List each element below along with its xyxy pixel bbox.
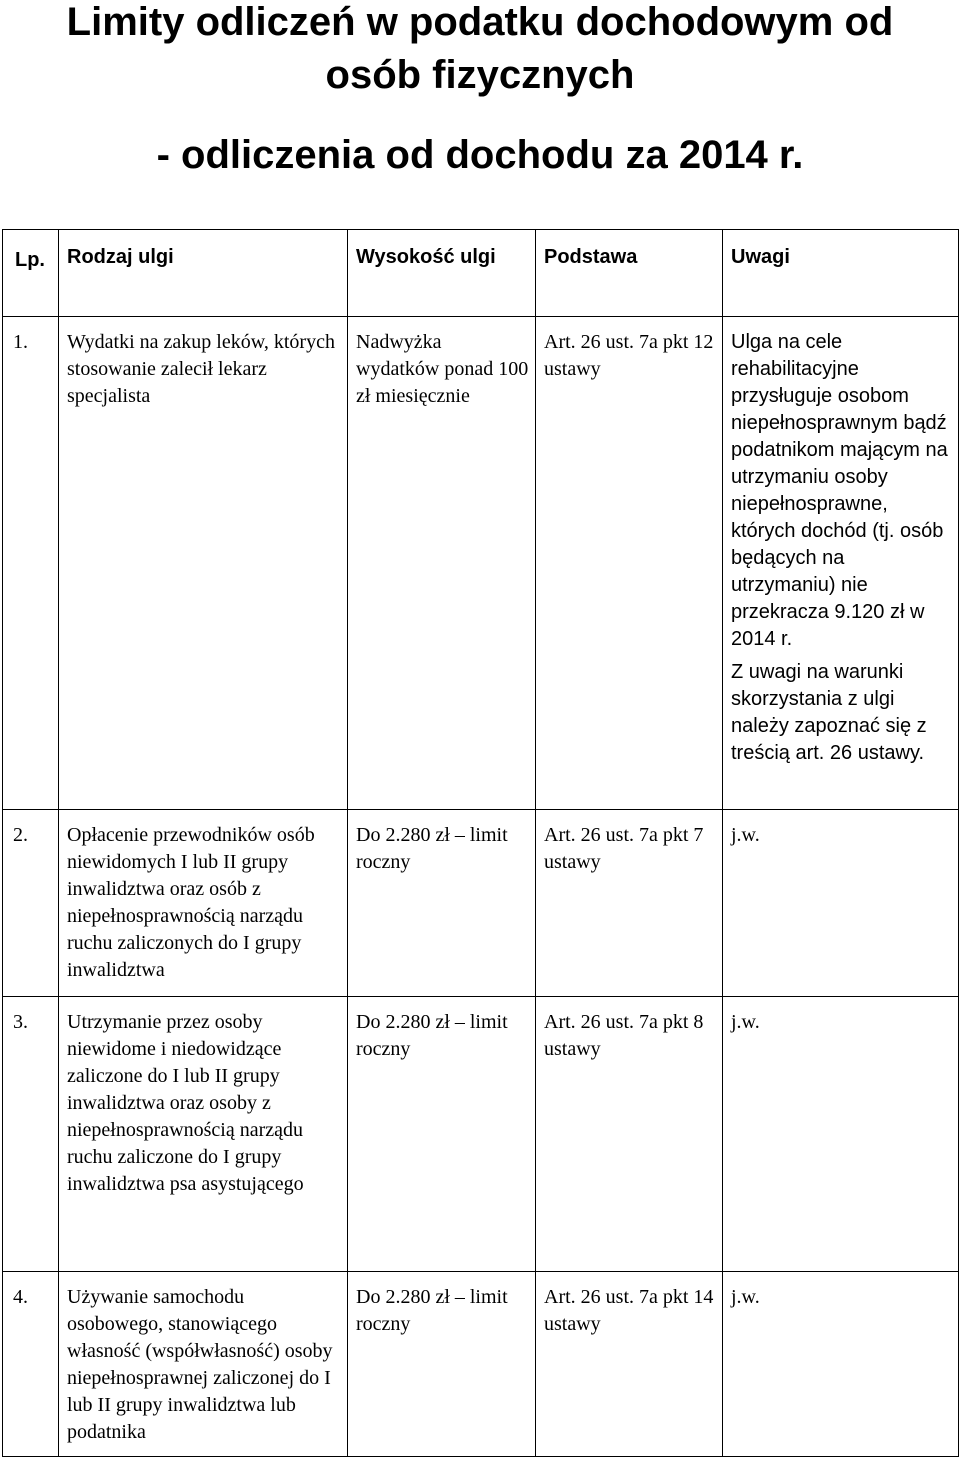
remarks: j.w.	[723, 1272, 959, 1457]
legal-basis: Art. 26 ust. 7a pkt 7 ustawy	[536, 810, 723, 997]
relief-amount: Nadwyżka wydatków ponad 100 zł miesięcznie	[348, 317, 536, 810]
header-podstawa: Podstawa	[536, 230, 723, 317]
document-title-line-1: Limity odliczeń w podatku dochodowym od	[66, 0, 894, 44]
table-row	[3, 810, 959, 997]
row-number: 2.	[3, 810, 59, 997]
remarks-paragraph: Z uwagi na warunki skorzystania z ulgi należy zapoznać się z treścią art. 26 ustawy.	[731, 661, 927, 764]
relief-type: Opłacenie przewodników osób niewidomych I lub II grupy inwalidztwa oraz osób z niepełnosprawnością narządu ruchu zaliczonych do I grupy inwalidztwa	[59, 810, 348, 997]
header-uwagi: Uwagi	[723, 230, 959, 317]
remarks: j.w.	[723, 810, 959, 997]
row-number: 1.	[3, 317, 59, 810]
header-lp: Lp.	[3, 230, 59, 317]
table-row	[3, 317, 959, 810]
remarks: j.w.	[723, 997, 959, 1272]
relief-type: Używanie samochodu osobowego, stanowiącego własność (współwłasność) osoby niepełnosprawnej zaliczonej do I lub II grupy inwalidztwa lub podatnika	[59, 1272, 348, 1457]
table-header-row	[3, 230, 959, 317]
legal-basis: Art. 26 ust. 7a pkt 14 ustawy	[536, 1272, 723, 1457]
remarks	[723, 317, 959, 810]
document-subtitle: - odliczenia od dochodu za 2014 r.	[156, 133, 804, 177]
table-row	[3, 1272, 959, 1457]
row-number: 4.	[3, 1272, 59, 1457]
relief-type: Wydatki na zakup leków, których stosowanie zalecił lekarz specjalista	[59, 317, 348, 810]
relief-type: Utrzymanie przez osoby niewidome i niedowidzące zaliczone do I lub II grupy inwalidztwa oraz osoby z niepełnosprawnością narządu ruchu zaliczone do I grupy inwalidztwa psa asystującego	[59, 997, 348, 1272]
relief-amount: Do 2.280 zł – limit roczny	[348, 810, 536, 997]
header-wysokosc-ulgi: Wysokość ulgi	[348, 230, 536, 317]
deductions-table	[2, 229, 959, 1457]
row-number: 3.	[3, 997, 59, 1272]
legal-basis: Art. 26 ust. 7a pkt 8 ustawy	[536, 997, 723, 1272]
header-rodzaj-ulgi: Rodzaj ulgi	[59, 230, 348, 317]
relief-amount: Do 2.280 zł – limit roczny	[348, 997, 536, 1272]
document-title-line-2: osób fizycznych	[325, 53, 635, 97]
legal-basis: Art. 26 ust. 7a pkt 12 ustawy	[536, 317, 723, 810]
relief-amount: Do 2.280 zł – limit roczny	[348, 1272, 536, 1457]
table-row	[3, 997, 959, 1272]
remarks-paragraph: Ulga na cele rehabilitacyjne przysługuje osobom niepełnosprawnym bądź podatnikom mającym na utrzymaniu osoby niepełnosprawne, których dochód (tj. osób będących na utrzymaniu) nie przekracza 9.120 zł w 2014 r.	[731, 331, 948, 650]
